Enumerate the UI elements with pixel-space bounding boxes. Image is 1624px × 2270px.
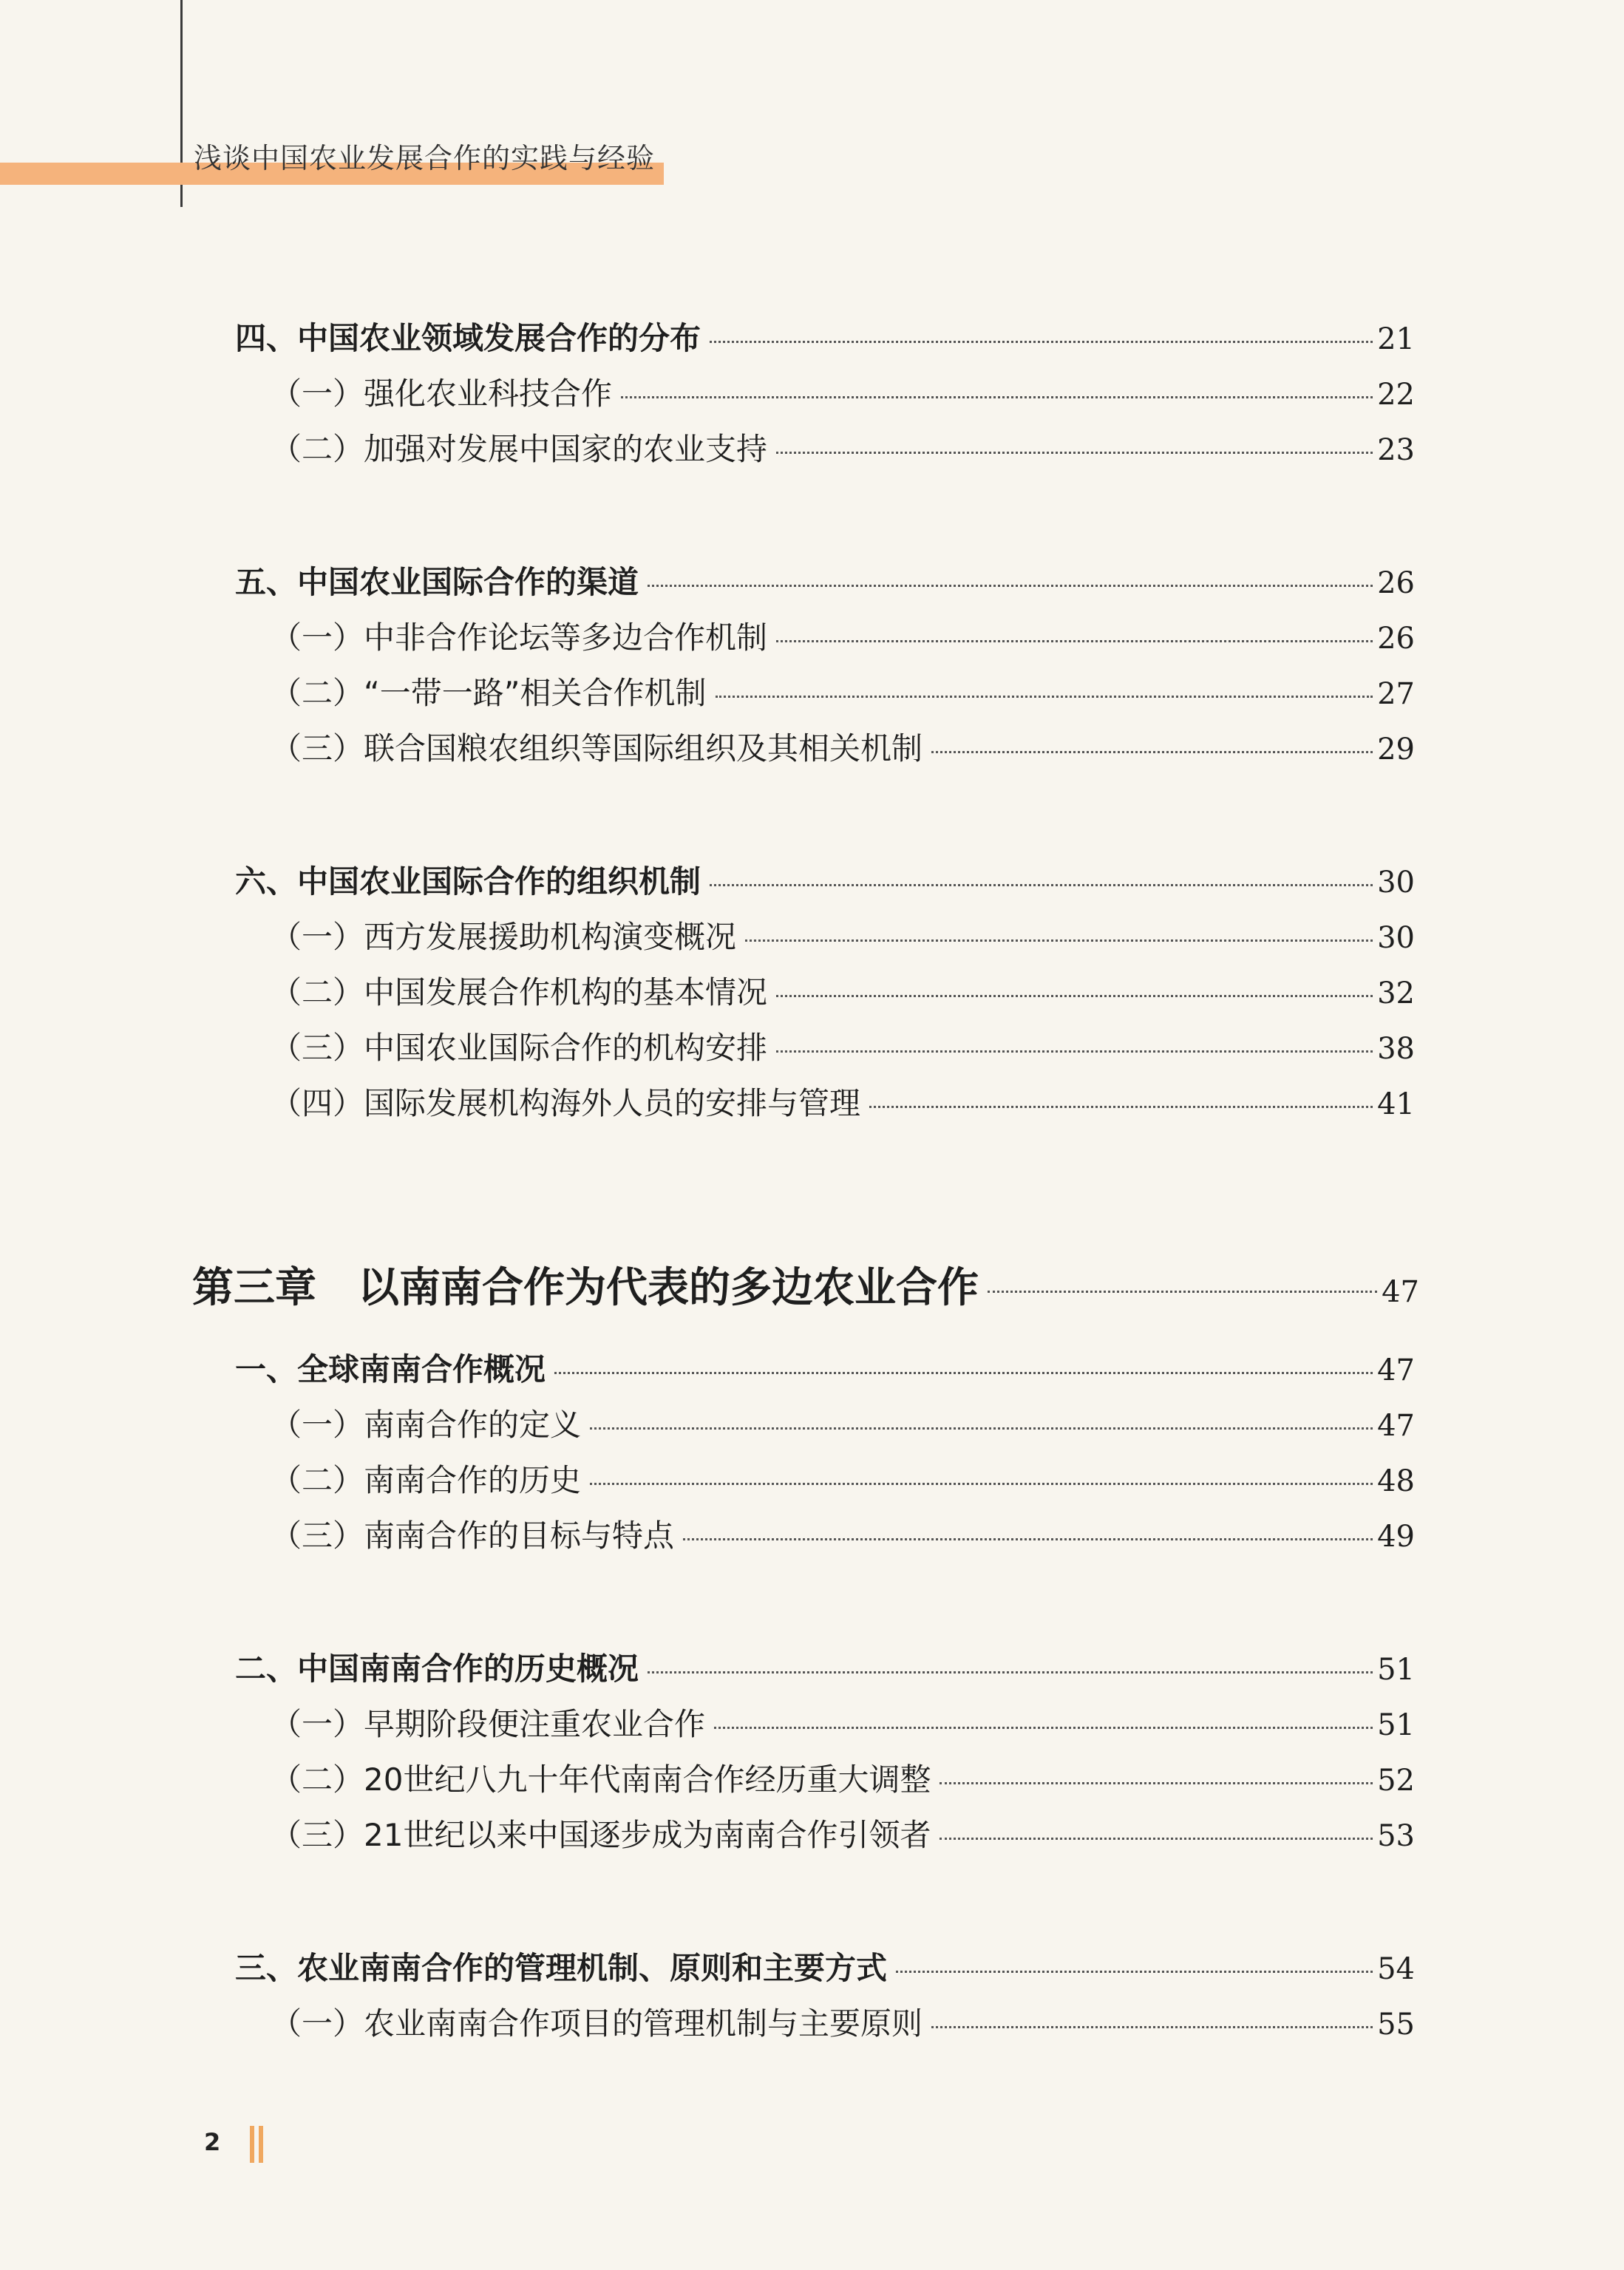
toc-entry[interactable] — [271, 971, 1415, 1015]
toc-entry-page: 21 — [1377, 322, 1415, 356]
toc-dot-leader — [590, 1427, 1373, 1430]
toc-entry-label: （三）21世纪以来中国逐步成为南南合作引领者 — [271, 1817, 931, 1853]
toc-dot-leader — [554, 1372, 1373, 1374]
toc-entry-label: （二）20世纪八九十年代南南合作经历重大调整 — [271, 1761, 931, 1798]
toc-dot-leader — [988, 1291, 1377, 1293]
toc-entry-label: （二）南南合作的历史 — [271, 1462, 582, 1498]
toc-dot-leader — [745, 939, 1373, 942]
toc-entry-label: （一）中非合作论坛等多边合作机制 — [271, 619, 768, 656]
toc-dot-leader — [648, 585, 1373, 587]
toc-entry-label: （二）中国发展合作机构的基本情况 — [271, 974, 768, 1010]
page-number: 2 — [204, 2128, 221, 2156]
toc-entry-page: 26 — [1377, 566, 1415, 600]
toc-entry-page: 51 — [1377, 1708, 1415, 1742]
toc-entry[interactable] — [271, 372, 1415, 416]
toc-entry[interactable] — [271, 616, 1415, 660]
running-header-title: 浅谈中国农业发展合作的实践与经验 — [194, 142, 656, 174]
toc-entry-page: 55 — [1377, 2008, 1415, 2042]
toc-entry[interactable] — [235, 316, 1415, 361]
toc-entry-page: 47 — [1382, 1275, 1419, 1309]
toc-entry[interactable] — [271, 915, 1415, 959]
toc-dot-leader — [940, 1782, 1373, 1784]
toc-entry[interactable] — [271, 1514, 1415, 1558]
toc-dot-leader — [776, 640, 1373, 642]
toc-entry[interactable] — [271, 1026, 1415, 1070]
toc-entry[interactable] — [235, 560, 1415, 605]
toc-entry-page: 22 — [1377, 378, 1415, 412]
toc-dot-leader — [896, 1971, 1373, 1973]
toc-entry-page: 23 — [1377, 433, 1415, 467]
toc-entry-page: 41 — [1377, 1087, 1415, 1121]
toc-dot-leader — [590, 1483, 1373, 1485]
toc-entry-label: 六、中国农业国际合作的组织机制 — [235, 863, 701, 900]
toc-entry-label: 二、中国南南合作的历史概况 — [235, 1651, 639, 1687]
toc-entry-label: （四）国际发展机构海外人员的安排与管理 — [271, 1085, 861, 1121]
toc-entry[interactable] — [235, 1946, 1415, 1991]
toc-entry-page: 49 — [1377, 1520, 1415, 1554]
toc-dot-leader — [776, 452, 1373, 454]
toc-chapter-label: 第三章 以南南合作为代表的多边农业合作 — [192, 1264, 979, 1312]
toc-entry-label: （二）“一带一路”相关合作机制 — [271, 675, 707, 711]
toc-dot-leader — [710, 341, 1373, 343]
toc-entry-label: （一）农业南南合作项目的管理机制与主要原则 — [271, 2005, 923, 2042]
toc-dot-leader — [931, 2026, 1373, 2028]
toc-entry-label: （二）加强对发展中国家的农业支持 — [271, 431, 768, 467]
toc-entry[interactable] — [235, 1647, 1415, 1691]
toc-entry-label: （三）中国农业国际合作的机构安排 — [271, 1030, 768, 1066]
toc-entry-page: 53 — [1377, 1819, 1415, 1853]
toc-dot-leader — [869, 1106, 1373, 1108]
toc-entry[interactable] — [271, 1702, 1415, 1747]
toc-entry-page: 30 — [1377, 921, 1415, 955]
toc-entry[interactable] — [271, 727, 1415, 771]
toc-entry-page: 51 — [1377, 1653, 1415, 1687]
toc-entry-label: 一、全球南南合作概况 — [235, 1351, 546, 1387]
toc-entry-label: 四、中国农业领域发展合作的分布 — [235, 320, 701, 356]
toc-entry[interactable] — [271, 1813, 1415, 1858]
toc-dot-leader — [714, 1727, 1373, 1729]
toc-entry[interactable] — [235, 860, 1415, 904]
toc-entry-page: 26 — [1377, 622, 1415, 656]
toc-entry-page: 29 — [1377, 733, 1415, 767]
toc-dot-leader — [710, 884, 1373, 886]
toc-entry-label: 三、农业南南合作的管理机制、原则和主要方式 — [235, 1950, 888, 1986]
footer-accent-bars — [250, 2126, 268, 2163]
toc-entry-label: （一）西方发展援助机构演变概况 — [271, 919, 737, 955]
toc-entry-label: （三）联合国粮农组织等国际组织及其相关机制 — [271, 730, 923, 767]
toc-entry-page: 32 — [1377, 976, 1415, 1010]
toc-entry-page: 52 — [1377, 1764, 1415, 1798]
toc-dot-leader — [648, 1671, 1373, 1673]
toc-entry-label: （一）南南合作的定义 — [271, 1407, 582, 1443]
toc-entry[interactable] — [271, 2002, 1415, 2046]
toc-entry-page: 54 — [1377, 1952, 1415, 1986]
toc-entry[interactable] — [271, 1081, 1415, 1126]
toc-entry[interactable] — [271, 1458, 1415, 1503]
toc-entry-page: 30 — [1377, 866, 1415, 900]
toc-entry-page: 27 — [1377, 677, 1415, 711]
toc-entry-label: 五、中国农业国际合作的渠道 — [235, 564, 639, 600]
toc-entry[interactable] — [235, 1348, 1415, 1392]
toc-entry-page: 47 — [1377, 1409, 1415, 1443]
toc-entry-label: （一）强化农业科技合作 — [271, 375, 613, 412]
toc-dot-leader — [683, 1538, 1373, 1540]
toc-entry-page: 47 — [1377, 1353, 1415, 1387]
toc-dot-leader — [716, 696, 1373, 698]
toc-dot-leader — [776, 1050, 1373, 1053]
toc-entry[interactable] — [271, 1403, 1415, 1447]
toc-entry-label: （三）南南合作的目标与特点 — [271, 1518, 675, 1554]
toc-dot-leader — [940, 1838, 1373, 1840]
toc-chapter-entry[interactable] — [192, 1260, 1419, 1316]
toc-entry[interactable] — [271, 671, 1415, 716]
toc-entry-page: 48 — [1377, 1464, 1415, 1498]
toc-dot-leader — [776, 995, 1373, 997]
toc-entry[interactable] — [271, 427, 1415, 472]
toc-dot-leader — [931, 751, 1373, 753]
toc-entry[interactable] — [271, 1758, 1415, 1802]
toc-dot-leader — [621, 396, 1373, 398]
toc-entry-label: （一）早期阶段便注重农业合作 — [271, 1706, 706, 1742]
toc-entry-page: 38 — [1377, 1032, 1415, 1066]
